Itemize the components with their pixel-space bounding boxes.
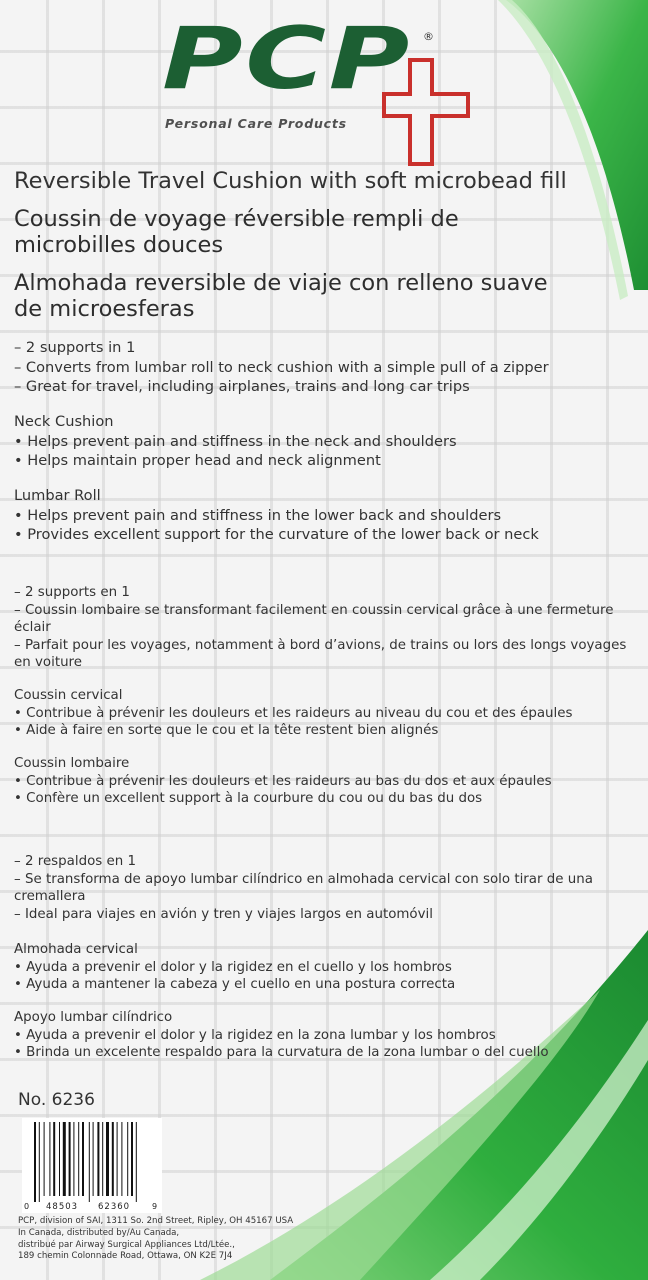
footer-line: In Canada, distributed by/Au Canada,: [18, 1227, 180, 1238]
section-heading: Apoyo lumbar cilíndrico: [14, 1010, 173, 1025]
feature-item: – Converts from lumbar roll to neck cushion with a simple pull of a zipper: [14, 358, 549, 376]
bullet-item: • Brinda un excelente respaldo para la curvatura de la zona lumbar o del cuello: [14, 1045, 549, 1061]
section-heading: Coussin lombaire: [14, 756, 130, 771]
feature-item: – Coussin lombaire se transformant facilement en coussin cervical grâce à une fermeture éclair: [14, 602, 614, 636]
title-english: Reversible Travel Cushion with soft microbead fill: [14, 168, 567, 194]
bullet-item: • Helps maintain proper head and neck alignment: [14, 452, 381, 469]
english-neck-section: [14, 412, 632, 471]
barcode-bar: [97, 1122, 99, 1196]
barcode-digits-right: 62360: [98, 1202, 131, 1212]
barcode-digit-last: 9: [152, 1202, 158, 1211]
model-number: No. 6236: [18, 1090, 95, 1110]
bullet-item: • Confère un excellent support à la courbure du cou ou du bas du dos: [14, 791, 483, 807]
barcode-bar: [44, 1122, 45, 1196]
french-neck-section: [14, 687, 632, 740]
barcode-bar: [49, 1122, 50, 1196]
footer-line: 189 chemin Colonnade Road, Ottawa, ON K2E 7J4: [18, 1251, 233, 1262]
barcode-digits-left: 48503: [46, 1202, 79, 1212]
feature-item: – 2 supports en 1: [14, 585, 130, 600]
bullet-item: • Aide à faire en sorte que le cou et la tête restent bien alignés: [14, 723, 439, 739]
barcode-bar: [93, 1122, 94, 1196]
french-section: [14, 584, 632, 672]
barcode-digit-first: 0: [24, 1202, 30, 1211]
section-heading: Neck Cushion: [14, 413, 114, 430]
bullet-item: • Helps prevent pain and stiffness in the neck and shoulders: [14, 432, 457, 450]
barcode-bar: [69, 1122, 71, 1196]
logo-wordmark: PCP: [162, 9, 412, 109]
medical-cross-icon: [380, 58, 472, 168]
title-spanish-line2: de microesferas: [14, 296, 195, 322]
spanish-neck-section: [14, 941, 632, 994]
feature-item: – Great for travel, including airplanes, trains and long car trips: [14, 378, 470, 395]
barcode: [22, 1118, 162, 1213]
spanish-lumbar-section: [14, 1009, 632, 1062]
barcode-bar: [82, 1122, 84, 1196]
title-spanish-line1: Almohada reversible de viaje con relleno suave: [14, 270, 548, 296]
bullet-item: • Ayuda a prevenir el dolor y la rigidez en el cuello y los hombros: [14, 959, 452, 975]
barcode-bar: [63, 1122, 66, 1196]
barcode-bar: [73, 1122, 74, 1196]
feature-item: – 2 supports in 1: [14, 339, 136, 356]
bullet-item: • Provides excellent support for the curvature of the lower back or neck: [14, 526, 539, 543]
barcode-bar: [102, 1122, 103, 1196]
barcode-bar: [53, 1122, 55, 1196]
title-french-line2: microbilles douces: [14, 232, 224, 258]
logo-tagline: Personal Care Products: [165, 116, 347, 131]
barcode-bar: [39, 1122, 40, 1202]
english-section: [14, 338, 632, 397]
barcode-bar: [131, 1122, 133, 1196]
barcode-bar: [34, 1122, 36, 1202]
bullet-item: • Ayuda a prevenir el dolor y la rigidez en la zona lumbar y los hombros: [14, 1027, 496, 1043]
barcode-bar: [117, 1122, 118, 1196]
section-heading: Coussin cervical: [14, 688, 123, 703]
footer-line: PCP, division of SAI, 1311 So. 2nd Street, Ripley, OH 45167 USA: [18, 1216, 294, 1226]
bullet-item: • Helps prevent pain and stiffness in the lower back and shoulders: [14, 506, 502, 524]
title-french-line1: Coussin de voyage réversible rempli de: [14, 206, 459, 232]
pcp-logo: [160, 9, 480, 140]
english-lumbar-section: [14, 486, 632, 545]
barcode-bar: [121, 1122, 122, 1196]
bullet-item: • Contribue à prévenir les douleurs et les raideurs au bas du dos et aux épaules: [14, 773, 552, 789]
barcode-bar: [106, 1122, 109, 1196]
barcode-bar: [89, 1122, 90, 1202]
section-heading: Almohada cervical: [14, 942, 138, 957]
registered-mark: ®: [423, 30, 434, 43]
spanish-section: [14, 853, 632, 923]
barcode-bar: [78, 1122, 79, 1196]
bullet-item: • Ayuda a mantener la cabeza y el cuello en una postura correcta: [14, 977, 456, 993]
barcode-bar: [136, 1122, 137, 1202]
bullet-item: • Contribue à prévenir les douleurs et les raideurs au niveau du cou et des épaules: [14, 705, 573, 721]
french-lumbar-section: [14, 755, 632, 808]
feature-item: – 2 respaldos en 1: [14, 854, 137, 869]
footer-line: distribué par Airway Surgical Appliances Ltd/Ltée.,: [18, 1239, 235, 1250]
barcode-bar: [59, 1122, 60, 1196]
feature-item: – Parfait pour les voyages, notamment à bord d’avions, de trains ou lors des longs voyages en voiture: [14, 637, 627, 671]
distributor-footer: [18, 1216, 293, 1263]
barcode-bar: [127, 1122, 128, 1196]
feature-item: – Se transforma de apoyo lumbar cilíndrico en almohada cervical con solo tirar de una cremallera: [14, 871, 593, 905]
section-heading: Lumbar Roll: [14, 487, 101, 504]
feature-item: – Ideal para viajes en avión y tren y viajes largos en automóvil: [14, 906, 433, 922]
barcode-bar: [112, 1122, 114, 1196]
